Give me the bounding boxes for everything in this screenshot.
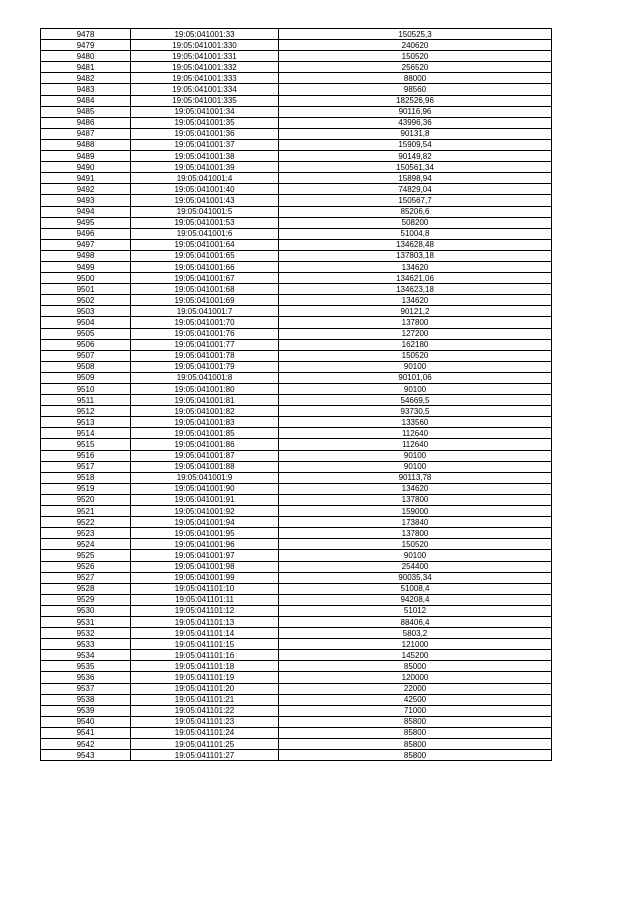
row-number-cell: 9478 (41, 29, 131, 40)
cadastral-number-cell: 19:05:041001:335 (131, 95, 279, 106)
value-cell: 54669,5 (279, 395, 552, 406)
value-cell: 90100 (279, 361, 552, 372)
cadastral-number-cell: 19:05:041101:23 (131, 716, 279, 727)
cadastral-number-cell: 19:05:041001:83 (131, 417, 279, 428)
cadastral-number-cell: 19:05:041001:82 (131, 406, 279, 417)
cadastral-number-cell: 19:05:041001:86 (131, 439, 279, 450)
cadastral-number-cell: 19:05:041101:27 (131, 750, 279, 761)
cadastral-number-cell: 19:05:041001:90 (131, 483, 279, 494)
cadastral-number-cell: 19:05:041001:64 (131, 239, 279, 250)
cadastral-number-cell: 19:05:041001:96 (131, 539, 279, 550)
value-cell: 254400 (279, 561, 552, 572)
value-cell: 90131,8 (279, 128, 552, 139)
row-number-cell: 9497 (41, 239, 131, 250)
table-row (41, 439, 552, 450)
value-cell: 85800 (279, 750, 552, 761)
cadastral-number-cell: 19:05:041001:53 (131, 217, 279, 228)
cadastral-number-cell: 19:05:041001:333 (131, 73, 279, 84)
cadastral-number-cell: 19:05:041001:91 (131, 494, 279, 505)
value-cell: 240620 (279, 40, 552, 51)
value-cell: 137800 (279, 494, 552, 505)
row-number-cell: 9490 (41, 162, 131, 173)
value-cell: 112640 (279, 439, 552, 450)
cadastral-number-cell: 19:05:041001:70 (131, 317, 279, 328)
table-row (41, 639, 552, 650)
value-cell: 5803,2 (279, 628, 552, 639)
value-cell: 150567,7 (279, 195, 552, 206)
cadastral-number-cell: 19:05:041101:25 (131, 739, 279, 750)
table-row (41, 705, 552, 716)
value-cell: 22000 (279, 683, 552, 694)
cadastral-number-cell: 19:05:041001:79 (131, 361, 279, 372)
row-number-cell: 9513 (41, 417, 131, 428)
cadastral-number-cell: 19:05:041101:15 (131, 639, 279, 650)
row-number-cell: 9519 (41, 483, 131, 494)
row-number-cell: 9507 (41, 350, 131, 361)
row-number-cell: 9504 (41, 317, 131, 328)
table-row (41, 506, 552, 517)
row-number-cell: 9515 (41, 439, 131, 450)
table-row (41, 128, 552, 139)
table-row (41, 517, 552, 528)
table-row (41, 29, 552, 40)
cadastral-number-cell: 19:05:041001:77 (131, 339, 279, 350)
row-number-cell: 9491 (41, 173, 131, 184)
table-row (41, 406, 552, 417)
row-number-cell: 9540 (41, 716, 131, 727)
table-row (41, 594, 552, 605)
value-cell: 150520 (279, 51, 552, 62)
value-cell: 508200 (279, 217, 552, 228)
table-row (41, 650, 552, 661)
value-cell: 182526,96 (279, 95, 552, 106)
value-cell: 134620 (279, 261, 552, 272)
cadastral-number-cell: 19:05:041001:332 (131, 62, 279, 73)
table-row (41, 494, 552, 505)
row-number-cell: 9536 (41, 672, 131, 683)
value-cell: 85800 (279, 716, 552, 727)
table-row (41, 51, 552, 62)
cadastral-number-cell: 19:05:041101:12 (131, 605, 279, 616)
table-row (41, 616, 552, 627)
table-row (41, 306, 552, 317)
table-row (41, 273, 552, 284)
value-cell: 121000 (279, 639, 552, 650)
row-number-cell: 9481 (41, 62, 131, 73)
value-cell: 42500 (279, 694, 552, 705)
value-cell: 133560 (279, 417, 552, 428)
table-row (41, 561, 552, 572)
cadastral-number-cell: 19:05:041001:88 (131, 461, 279, 472)
row-number-cell: 9542 (41, 739, 131, 750)
value-cell: 74829,04 (279, 184, 552, 195)
cadastral-number-cell: 19:05:041101:18 (131, 661, 279, 672)
table-row (41, 195, 552, 206)
row-number-cell: 9529 (41, 594, 131, 605)
value-cell: 51004,8 (279, 228, 552, 239)
value-cell: 88406,4 (279, 616, 552, 627)
table-row (41, 395, 552, 406)
row-number-cell: 9489 (41, 151, 131, 162)
row-number-cell: 9503 (41, 306, 131, 317)
value-cell: 134628,48 (279, 239, 552, 250)
row-number-cell: 9511 (41, 395, 131, 406)
table-row (41, 727, 552, 738)
cadastral-number-cell: 19:05:041001:40 (131, 184, 279, 195)
cadastral-number-cell: 19:05:041001:97 (131, 550, 279, 561)
row-number-cell: 9508 (41, 361, 131, 372)
cadastral-number-cell: 19:05:041001:81 (131, 395, 279, 406)
value-cell: 94208,4 (279, 594, 552, 605)
table-row (41, 450, 552, 461)
table-row (41, 461, 552, 472)
value-cell: 137800 (279, 317, 552, 328)
cadastral-number-cell: 19:05:041101:19 (131, 672, 279, 683)
row-number-cell: 9516 (41, 450, 131, 461)
row-number-cell: 9492 (41, 184, 131, 195)
table-row (41, 472, 552, 483)
table-body (41, 29, 552, 761)
value-cell: 85000 (279, 661, 552, 672)
row-number-cell: 9498 (41, 250, 131, 261)
table-row (41, 583, 552, 594)
value-cell: 150520 (279, 350, 552, 361)
cadastral-number-cell: 19:05:041101:11 (131, 594, 279, 605)
row-number-cell: 9494 (41, 206, 131, 217)
table-row (41, 151, 552, 162)
table-row (41, 361, 552, 372)
cadastral-number-cell: 19:05:041001:37 (131, 139, 279, 150)
table-row (41, 483, 552, 494)
row-number-cell: 9486 (41, 117, 131, 128)
row-number-cell: 9523 (41, 528, 131, 539)
row-number-cell: 9480 (41, 51, 131, 62)
row-number-cell: 9506 (41, 339, 131, 350)
value-cell: 85800 (279, 739, 552, 750)
cadastral-number-cell: 19:05:041001:38 (131, 151, 279, 162)
row-number-cell: 9527 (41, 572, 131, 583)
table-row (41, 117, 552, 128)
value-cell: 85206,6 (279, 206, 552, 217)
cadastral-number-cell: 19:05:041001:7 (131, 306, 279, 317)
table-row (41, 716, 552, 727)
table-row (41, 62, 552, 73)
row-number-cell: 9514 (41, 428, 131, 439)
value-cell: 134620 (279, 295, 552, 306)
value-cell: 134620 (279, 483, 552, 494)
row-number-cell: 9500 (41, 273, 131, 284)
table-row (41, 350, 552, 361)
value-cell: 88000 (279, 73, 552, 84)
table-row (41, 339, 552, 350)
row-number-cell: 9518 (41, 472, 131, 483)
table-row (41, 173, 552, 184)
value-cell: 150525,3 (279, 29, 552, 40)
value-cell: 15909,54 (279, 139, 552, 150)
table-row (41, 139, 552, 150)
row-number-cell: 9517 (41, 461, 131, 472)
cadastral-number-cell: 19:05:041001:87 (131, 450, 279, 461)
row-number-cell: 9501 (41, 284, 131, 295)
value-cell: 120000 (279, 672, 552, 683)
cadastral-value-table (40, 28, 552, 761)
row-number-cell: 9531 (41, 616, 131, 627)
value-cell: 150561,34 (279, 162, 552, 173)
value-cell: 51008,4 (279, 583, 552, 594)
cadastral-number-cell: 19:05:041001:331 (131, 51, 279, 62)
table-row (41, 605, 552, 616)
row-number-cell: 9488 (41, 139, 131, 150)
row-number-cell: 9538 (41, 694, 131, 705)
table-row (41, 261, 552, 272)
value-cell: 127200 (279, 328, 552, 339)
table-row (41, 106, 552, 117)
cadastral-number-cell: 19:05:041001:33 (131, 29, 279, 40)
row-number-cell: 9495 (41, 217, 131, 228)
table-row (41, 206, 552, 217)
table-row (41, 550, 552, 561)
table-row (41, 317, 552, 328)
table-row (41, 528, 552, 539)
value-cell: 90100 (279, 550, 552, 561)
cadastral-number-cell: 19:05:041001:4 (131, 173, 279, 184)
cadastral-number-cell: 19:05:041001:66 (131, 261, 279, 272)
value-cell: 15898,94 (279, 173, 552, 184)
cadastral-number-cell: 19:05:041101:20 (131, 683, 279, 694)
value-cell: 90035,34 (279, 572, 552, 583)
cadastral-number-cell: 19:05:041001:80 (131, 384, 279, 395)
value-cell: 90100 (279, 461, 552, 472)
cadastral-number-cell: 19:05:041001:94 (131, 517, 279, 528)
value-cell: 137803,18 (279, 250, 552, 261)
cadastral-number-cell: 19:05:041001:95 (131, 528, 279, 539)
value-cell: 159000 (279, 506, 552, 517)
table-row (41, 739, 552, 750)
row-number-cell: 9505 (41, 328, 131, 339)
table-row (41, 295, 552, 306)
value-cell: 90100 (279, 384, 552, 395)
row-number-cell: 9499 (41, 261, 131, 272)
value-cell: 90101,06 (279, 372, 552, 383)
row-number-cell: 9522 (41, 517, 131, 528)
table-row (41, 328, 552, 339)
row-number-cell: 9482 (41, 73, 131, 84)
value-cell: 134623,18 (279, 284, 552, 295)
row-number-cell: 9524 (41, 539, 131, 550)
cadastral-number-cell: 19:05:041001:92 (131, 506, 279, 517)
value-cell: 90116,96 (279, 106, 552, 117)
value-cell: 51012 (279, 605, 552, 616)
cadastral-number-cell: 19:05:041001:43 (131, 195, 279, 206)
cadastral-number-cell: 19:05:041001:68 (131, 284, 279, 295)
value-cell: 90149,82 (279, 151, 552, 162)
row-number-cell: 9526 (41, 561, 131, 572)
table-row (41, 628, 552, 639)
value-cell: 137800 (279, 528, 552, 539)
cadastral-number-cell: 19:05:041001:36 (131, 128, 279, 139)
cadastral-number-cell: 19:05:041001:39 (131, 162, 279, 173)
table-row (41, 162, 552, 173)
row-number-cell: 9521 (41, 506, 131, 517)
value-cell: 98560 (279, 84, 552, 95)
table-row (41, 572, 552, 583)
cadastral-number-cell: 19:05:041001:6 (131, 228, 279, 239)
cadastral-number-cell: 19:05:041001:34 (131, 106, 279, 117)
value-cell: 93730,5 (279, 406, 552, 417)
cadastral-number-cell: 19:05:041001:99 (131, 572, 279, 583)
row-number-cell: 9537 (41, 683, 131, 694)
value-cell: 150520 (279, 539, 552, 550)
table-row (41, 417, 552, 428)
value-cell: 112640 (279, 428, 552, 439)
cadastral-number-cell: 19:05:041001:67 (131, 273, 279, 284)
cadastral-number-cell: 19:05:041101:13 (131, 616, 279, 627)
value-cell: 256520 (279, 62, 552, 73)
row-number-cell: 9539 (41, 705, 131, 716)
value-cell: 71000 (279, 705, 552, 716)
row-number-cell: 9541 (41, 727, 131, 738)
cadastral-number-cell: 19:05:041001:9 (131, 472, 279, 483)
cadastral-number-cell: 19:05:041101:16 (131, 650, 279, 661)
row-number-cell: 9496 (41, 228, 131, 239)
cadastral-number-cell: 19:05:041101:22 (131, 705, 279, 716)
cadastral-number-cell: 19:05:041001:65 (131, 250, 279, 261)
row-number-cell: 9530 (41, 605, 131, 616)
cadastral-number-cell: 19:05:041001:85 (131, 428, 279, 439)
cadastral-number-cell: 19:05:041001:330 (131, 40, 279, 51)
value-cell: 85800 (279, 727, 552, 738)
table-row (41, 372, 552, 383)
row-number-cell: 9543 (41, 750, 131, 761)
table-row (41, 750, 552, 761)
table-row (41, 661, 552, 672)
row-number-cell: 9528 (41, 583, 131, 594)
cadastral-number-cell: 19:05:041001:69 (131, 295, 279, 306)
row-number-cell: 9520 (41, 494, 131, 505)
table-row (41, 40, 552, 51)
row-number-cell: 9484 (41, 95, 131, 106)
table-row (41, 250, 552, 261)
cadastral-number-cell: 19:05:041101:14 (131, 628, 279, 639)
table-row (41, 539, 552, 550)
value-cell: 162180 (279, 339, 552, 350)
row-number-cell: 9525 (41, 550, 131, 561)
row-number-cell: 9485 (41, 106, 131, 117)
cadastral-number-cell: 19:05:041001:78 (131, 350, 279, 361)
value-cell: 173840 (279, 517, 552, 528)
table-row (41, 672, 552, 683)
cadastral-number-cell: 19:05:041001:5 (131, 206, 279, 217)
value-cell: 134621,06 (279, 273, 552, 284)
value-cell: 90100 (279, 450, 552, 461)
cadastral-number-cell: 19:05:041101:21 (131, 694, 279, 705)
table-row (41, 228, 552, 239)
row-number-cell: 9509 (41, 372, 131, 383)
row-number-cell: 9487 (41, 128, 131, 139)
value-cell: 43996,36 (279, 117, 552, 128)
row-number-cell: 9535 (41, 661, 131, 672)
table-row (41, 694, 552, 705)
table-row (41, 683, 552, 694)
table-row (41, 73, 552, 84)
row-number-cell: 9512 (41, 406, 131, 417)
row-number-cell: 9502 (41, 295, 131, 306)
row-number-cell: 9533 (41, 639, 131, 650)
table-row (41, 184, 552, 195)
table-row (41, 217, 552, 228)
table-row (41, 384, 552, 395)
cadastral-number-cell: 19:05:041001:76 (131, 328, 279, 339)
row-number-cell: 9532 (41, 628, 131, 639)
cadastral-number-cell: 19:05:041001:8 (131, 372, 279, 383)
value-cell: 90113,78 (279, 472, 552, 483)
row-number-cell: 9479 (41, 40, 131, 51)
cadastral-number-cell: 19:05:041001:98 (131, 561, 279, 572)
table-row (41, 239, 552, 250)
cadastral-number-cell: 19:05:041001:35 (131, 117, 279, 128)
table-row (41, 284, 552, 295)
value-cell: 90121,2 (279, 306, 552, 317)
table-row (41, 84, 552, 95)
cadastral-number-cell: 19:05:041101:24 (131, 727, 279, 738)
row-number-cell: 9510 (41, 384, 131, 395)
cadastral-number-cell: 19:05:041001:334 (131, 84, 279, 95)
row-number-cell: 9493 (41, 195, 131, 206)
table-row (41, 95, 552, 106)
row-number-cell: 9483 (41, 84, 131, 95)
row-number-cell: 9534 (41, 650, 131, 661)
value-cell: 145200 (279, 650, 552, 661)
table-row (41, 428, 552, 439)
cadastral-number-cell: 19:05:041101:10 (131, 583, 279, 594)
